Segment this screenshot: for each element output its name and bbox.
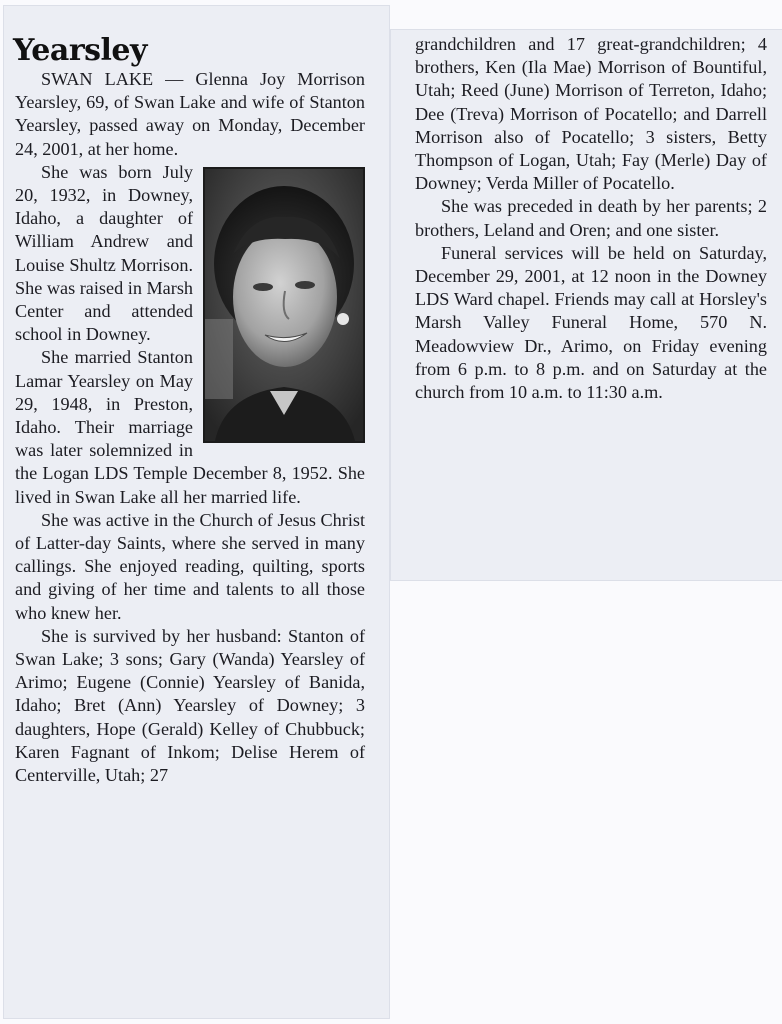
left-column — [15, 68, 365, 787]
paragraph-survivors-continued: grandchildren and 17 great-grandchildren; 4 brothers, Ken (Ila Mae) Morrison of Bountiful, Utah; Reed (June) Morrison of Terreton, Idaho; Dee (Treva) Morrison of Pocatello; and Darrell Morrison also of Pocatello; 3 sisters, Betty Thompson of Logan, Utah; Fay (Merle) Day of Downey; Verda Miller of Pocatello. — [415, 34, 767, 194]
paragraph-marriage: She married Stanton Lamar Yearsley on May 29, 1948, in Preston, Idaho. Their marriage was later solemnized in the Logan LDS Temple December 8, 1952. She lived in Swan Lake all her married life. — [15, 347, 365, 507]
paragraph-preceded: She was preceded in death by her parents; 2 brothers, Leland and Oren; and one sister. — [415, 196, 767, 240]
obituary-headline: Yearsley — [13, 33, 147, 68]
paragraph-services: Funeral services will be held on Saturday, December 29, 2001, at 12 noon in the Downey LDS Ward chapel. Friends may call at Horsley's Marsh Valley Funeral Home, 570 N. Meadowview Dr., Arimo, on Friday evening from 6 p.m. to 8 p.m. and on Saturday at the church from 10 a.m. to 11:30 a.m. — [415, 242, 767, 403]
portrait-photo — [203, 167, 365, 443]
paragraph-birth: She was born July 20, 1932, in Downey, Idaho, a daughter of William Andrew and Louise Shultz Morrison. She was raised in Marsh Center and attended school in Downey. — [15, 161, 193, 345]
right-column — [415, 33, 767, 404]
paragraph-survivors: She is survived by her husband: Stanton of Swan Lake; 3 sons; Gary (Wanda) Yearsley of Arimo; Eugene (Connie) Yearsley of Banida, Idaho; Bret (Ann) Yearsley of Downey; 3 daughters, Hope (Gerald) Kelley of Chubbuck; Karen Fagnant of Inkom; Delise Herem of Centerville, Utah; 27 — [15, 625, 365, 786]
paragraph-church: She was active in the Church of Jesus Christ of Latter-day Saints, where she served in many callings. She enjoyed reading, quilting, sports and giving of her time and talents to all those who knew her. — [15, 509, 365, 623]
paragraph-intro: SWAN LAKE — Glenna Joy Morrison Yearsley, 69, of Swan Lake and wife of Stanton Yearsley, passed away on Monday, December 24, 2001, at her home. — [15, 69, 365, 159]
portrait-image — [205, 169, 363, 441]
